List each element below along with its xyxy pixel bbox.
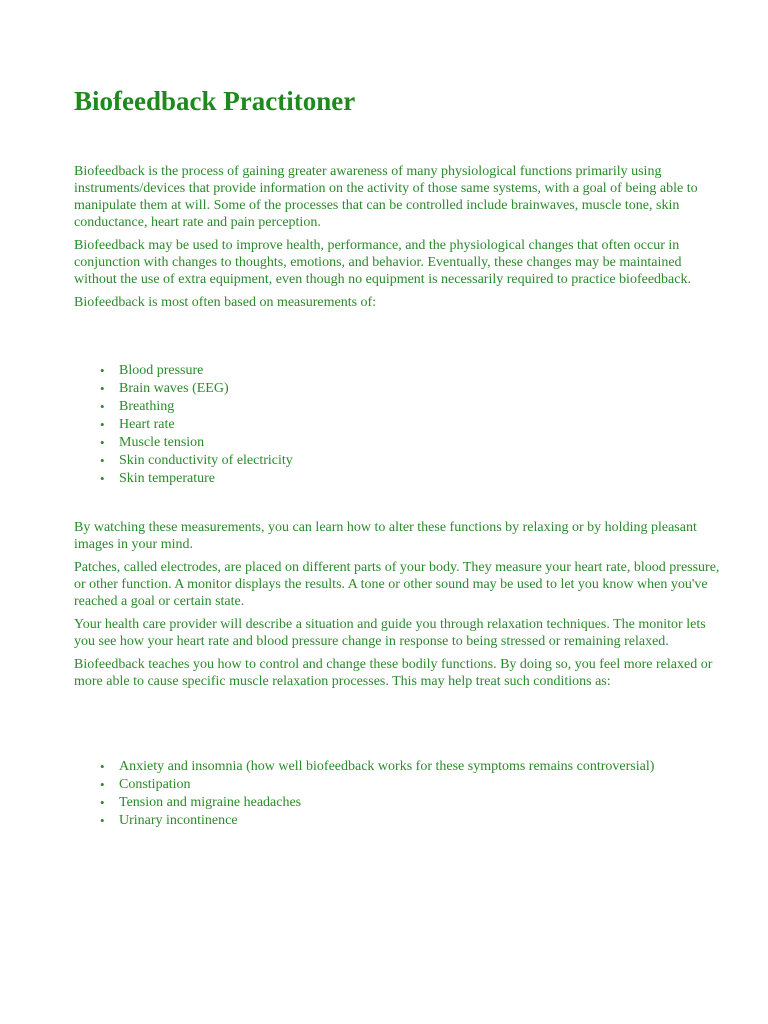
- list-item-text: Brain waves (EEG): [119, 381, 229, 396]
- bullet-icon: •: [100, 471, 105, 486]
- middle-paragraph-1: By watching these measurements, you can learn how to alter these functions by relaxing or by holding pleasant images in your mind.: [74, 520, 697, 552]
- list-item: [74, 794, 724, 811]
- bullet-icon: •: [100, 795, 105, 810]
- middle-paragraph-2: Patches, called electrodes, are placed on different parts of your body. They measure your heart rate, blood pressure, or other function. A monitor displays the results. A tone or other sound may be used to let you know when you've reached a goal or certain state.: [74, 560, 720, 609]
- list-item-text: Blood pressure: [119, 363, 204, 378]
- intro-section: [74, 163, 724, 317]
- middle-paragraph-4: Biofeedback teaches you how to control and change these bodily functions. By doing so, you feel more relaxed or more able to cause specific muscle relaxation processes. This may help treat such conditions as:: [74, 657, 713, 689]
- conditions-list-section: [74, 758, 724, 830]
- bullet-icon: •: [100, 381, 105, 396]
- bullet-icon: •: [100, 813, 105, 828]
- list-item: [74, 362, 724, 379]
- bullet-icon: •: [100, 453, 105, 468]
- list-item: [74, 380, 724, 397]
- list-item: [74, 758, 724, 775]
- list-item: [74, 416, 724, 433]
- bullet-icon: •: [100, 399, 105, 414]
- list-item-text: Urinary incontinence: [119, 813, 238, 828]
- list-item: [74, 812, 724, 829]
- middle-paragraph-3: Your health care provider will describe a situation and guide you through relaxation techniques. The monitor lets you see how your heart rate and blood pressure change in response to being stressed or remaining relaxed.: [74, 617, 706, 649]
- list-item: [74, 452, 724, 469]
- list-item-text: Muscle tension: [119, 435, 205, 450]
- conditions-list: [74, 758, 724, 829]
- measurements-list-section: [74, 362, 724, 488]
- list-item: [74, 470, 724, 487]
- bullet-icon: •: [100, 435, 105, 450]
- bullet-icon: •: [100, 417, 105, 432]
- list-item-text: Tension and migraine headaches: [119, 795, 302, 810]
- list-item-text: Breathing: [119, 399, 175, 414]
- middle-section: [74, 519, 724, 696]
- list-item: [74, 398, 724, 415]
- bullet-icon: •: [100, 777, 105, 792]
- intro-paragraph-2: Biofeedback may be used to improve health, performance, and the physiological changes that often occur in conjunction with changes to thoughts, emotions, and behavior. Eventually, these changes may be maintained without the use of extra equipment, even though no equipment is necessarily required to practice biofeedback.: [74, 238, 691, 287]
- list-item-text: Constipation: [119, 777, 191, 792]
- document-title: Biofeedback Practitoner: [74, 86, 356, 116]
- bullet-icon: •: [100, 759, 105, 774]
- list-item: [74, 776, 724, 793]
- bullet-icon: •: [100, 363, 105, 378]
- measurements-list: [74, 362, 724, 487]
- intro-paragraph-1: Biofeedback is the process of gaining greater awareness of many physiological functions primarily using instruments/devices that provide information on the activity of those same systems, with a goal of being able to manipulate them at will. Some of the processes that can be controlled include brainwaves, muscle tone, skin conductance, heart rate and pain perception.: [74, 164, 698, 230]
- list-item-text: Skin conductivity of electricity: [119, 453, 293, 468]
- list-item-text: Skin temperature: [119, 471, 216, 486]
- list-item-text: Anxiety and insomnia (how well biofeedback works for these symptoms remains controversial): [119, 759, 655, 774]
- intro-paragraph-3: Biofeedback is most often based on measurements of:: [74, 295, 377, 310]
- list-item: [74, 434, 724, 451]
- list-item-text: Heart rate: [119, 417, 175, 432]
